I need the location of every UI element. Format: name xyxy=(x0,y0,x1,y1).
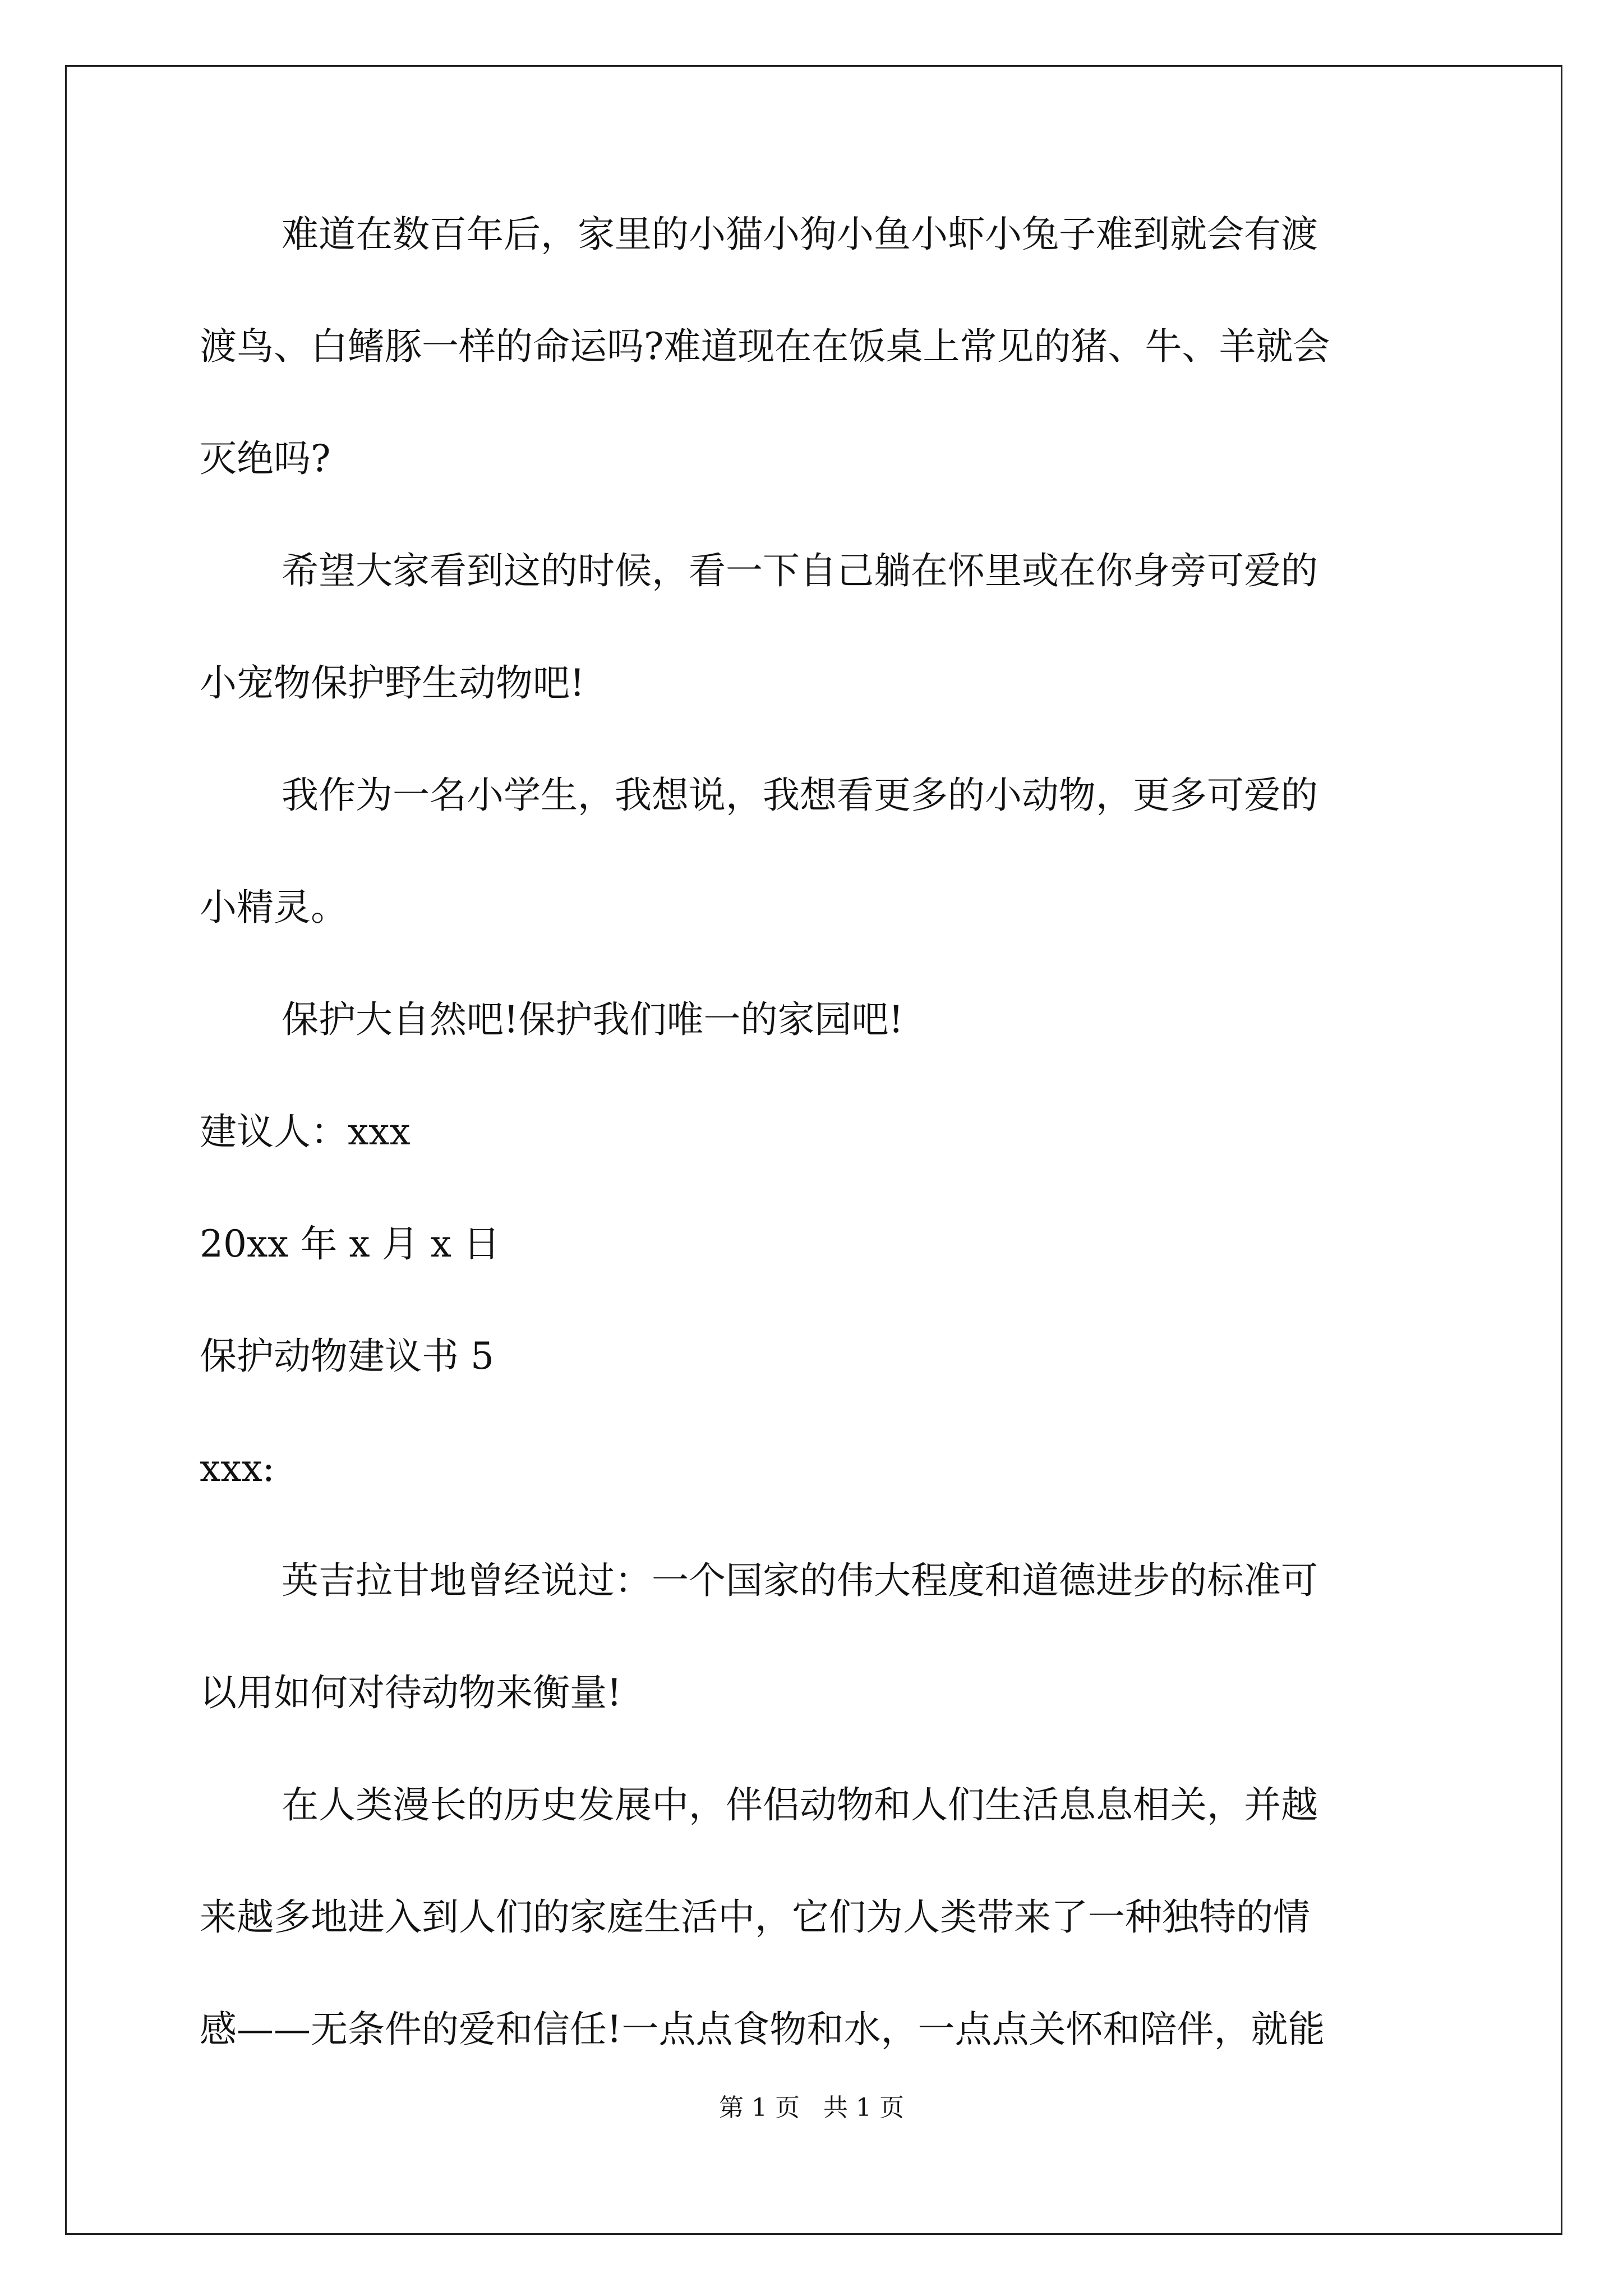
paragraph-line: 感——无条件的爱和信任!一点点食物和水，一点点关怀和陪伴，就能 xyxy=(200,2008,1325,2051)
paragraph-line: 小宠物保护野生动物吧! xyxy=(200,661,585,705)
paragraph-line: 灭绝吗? xyxy=(200,437,331,480)
section-title: 保护动物建议书 5 xyxy=(200,1335,494,1378)
paragraph-line: 难道在数百年后，家里的小猫小狗小鱼小虾小兔子难到就会有渡 xyxy=(282,213,1318,256)
paragraph-line: 来越多地进入到人们的家庭生活中，它们为人类带来了一种独特的情 xyxy=(200,1895,1310,1939)
paragraph-line: 在人类漫长的历史发展中，伴侣动物和人们生活息息相关，并越 xyxy=(282,1783,1318,1826)
date-line: 20xx 年 x 月 x 日 xyxy=(200,1222,500,1266)
paragraph-line: 希望大家看到这的时候，看一下自己躺在怀里或在你身旁可爱的 xyxy=(282,549,1318,592)
paragraph-line: 我作为一名小学生，我想说，我想看更多的小动物，更多可爱的 xyxy=(282,774,1318,817)
paragraph-line: 小精灵。 xyxy=(200,886,348,929)
signature-line: 建议人：xxx xyxy=(200,1110,411,1153)
paragraph-line: 保护大自然吧!保护我们唯一的家园吧! xyxy=(282,998,904,1041)
page-footer: 第 1 页 共 1 页 xyxy=(719,2093,904,2122)
paragraph-line: 渡鸟、白鳍豚一样的命运吗?难道现在在饭桌上常见的猪、牛、羊就会 xyxy=(200,325,1330,368)
paragraph-line: 英吉拉甘地曾经说过：一个国家的伟大程度和道德进步的标准可 xyxy=(282,1559,1318,1602)
salutation-line: xxx: xyxy=(200,1447,275,1490)
paragraph-line: 以用如何对待动物来衡量! xyxy=(200,1671,622,1714)
